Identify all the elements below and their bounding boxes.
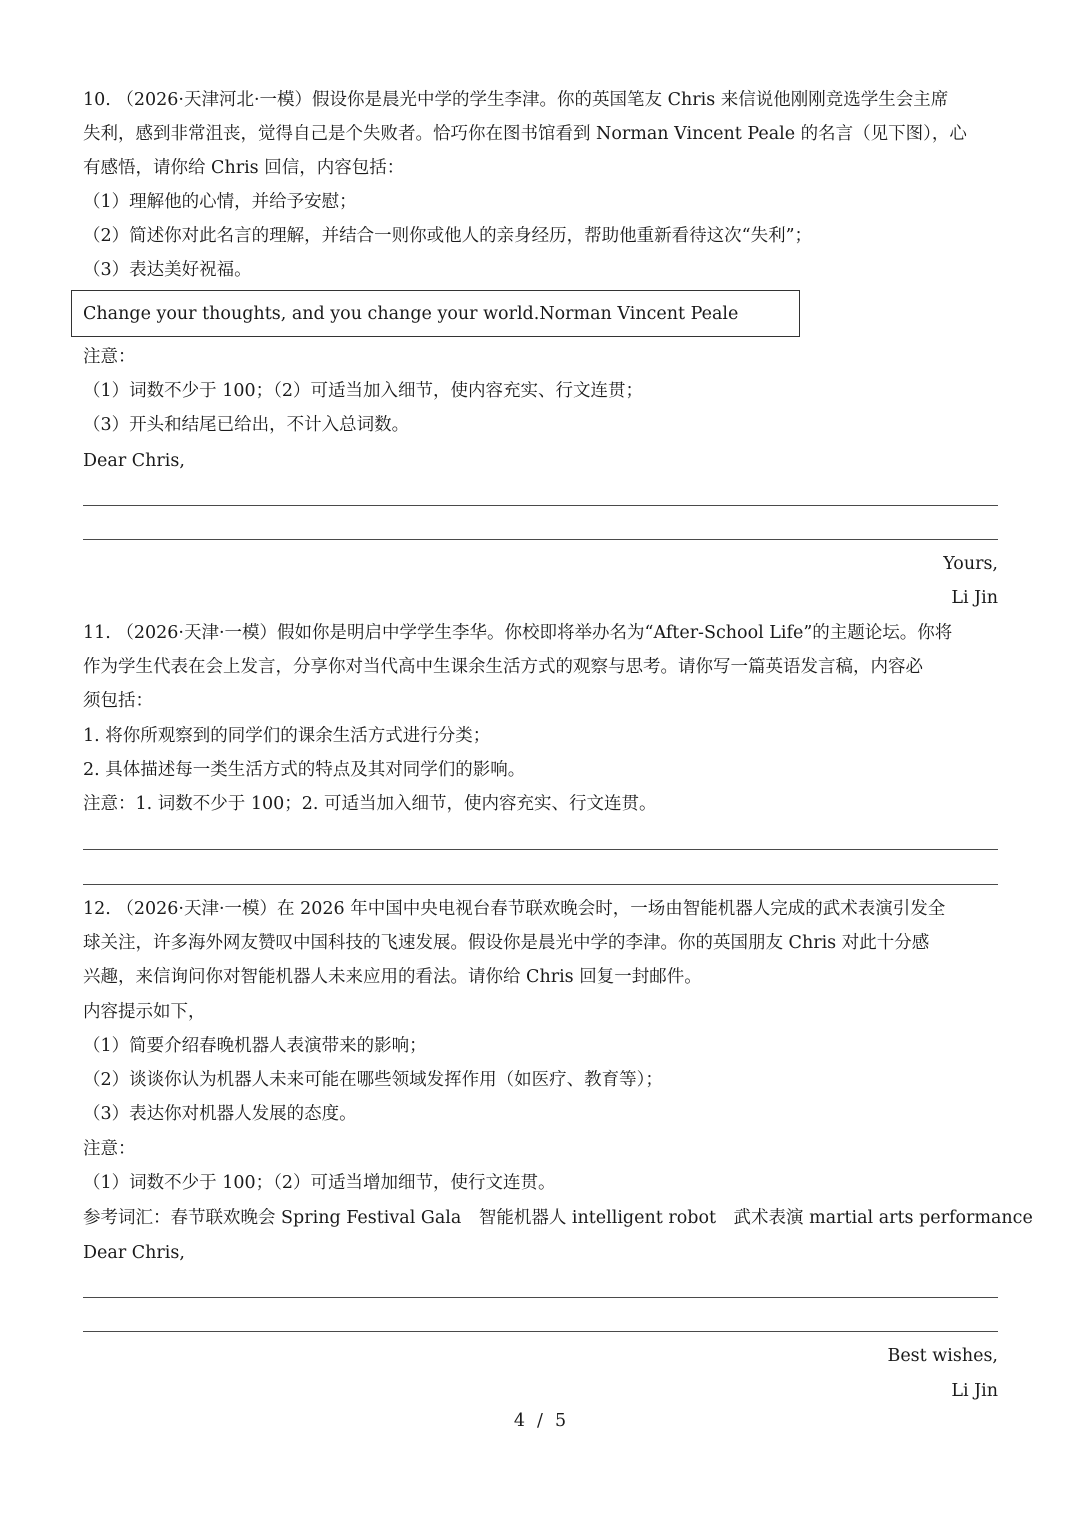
page-number [0, 1404, 1080, 1438]
q12-hint-2: （2）谈谈你认为机器人未来可能在哪些领域发挥作用（如医疗、教育等）； [83, 1070, 663, 1090]
total-pages: 5 [554, 1411, 567, 1431]
q12-prompt-line-3: 兴趣，来信询问你对智能机器人未来应用的看法。请你给 Chris 回复一封邮件。 [83, 967, 702, 987]
quote-text: Change your thoughts, and you change your world.Norman Vincent Peale [83, 304, 739, 324]
q10-signature: Li Jin [951, 588, 998, 608]
q11-answer-line-2[interactable] [83, 884, 998, 885]
q10-answer-line-1[interactable] [83, 505, 998, 506]
q10-note-1: （1）词数不少于 100；（2）可适当加入细节，使内容充实、行文连贯； [83, 381, 643, 401]
q12-hint-3: （3）表达你对机器人发展的态度。 [83, 1104, 357, 1124]
quote-box [71, 290, 800, 337]
q11-prompt-line-1: 11. （2026·天津·一模）假如你是明启中学学生李华。你校即将举办名为“After-School Life”的主题论坛。你将 [83, 623, 953, 643]
q10-note-2: （3）开头和结尾已给出，不计入总词数。 [83, 415, 410, 435]
q12-reference-vocab: 参考词汇：春节联欢晚会 Spring Festival Gala 智能机器人 intelligent robot 武术表演 martial arts performance [83, 1208, 1033, 1228]
q12-closing: Best wishes, [887, 1346, 998, 1366]
q10-notes-heading: 注意： [83, 347, 136, 367]
page-separator: / [537, 1411, 543, 1431]
q12-prompt-line-1: 12. （2026·天津·一模）在 2026 年中国中央电视台春节联欢晚会时，一场由智能机器人完成的武术表演引发全 [83, 899, 946, 919]
q11-prompt-line-3: 须包括： [83, 691, 153, 711]
q10-requirement-3: （3）表达美好祝福。 [83, 260, 252, 280]
q10-requirement-1: （1）理解他的心情，并给予安慰； [83, 192, 357, 212]
q10-prompt-line-3: 有感悟，请你给 Chris 回信，内容包括： [83, 158, 405, 178]
q12-answer-line-2[interactable] [83, 1331, 998, 1332]
q11-requirement-1: 1. 将你所观察到的同学们的课余生活方式进行分类； [83, 726, 491, 746]
q12-greeting: Dear Chris, [83, 1243, 185, 1263]
q12-hints-heading: 内容提示如下， [83, 1002, 206, 1022]
q12-signature: Li Jin [951, 1381, 998, 1401]
q11-prompt-line-2: 作为学生代表在会上发言，分享你对当代高中生课余生活方式的观察与思考。请你写一篇英语发言稿，内容必 [83, 657, 923, 677]
q12-answer-line-1[interactable] [83, 1297, 998, 1298]
q10-closing: Yours, [943, 554, 998, 574]
q10-greeting: Dear Chris, [83, 451, 185, 471]
q12-note-1: （1）词数不少于 100；（2）可适当增加细节，使行文连贯。 [83, 1173, 556, 1193]
q12-hint-1: （1）简要介绍春晚机器人表演带来的影响； [83, 1036, 427, 1056]
q11-answer-line-1[interactable] [83, 849, 998, 850]
q12-prompt-line-2: 球关注，许多海外网友赞叹中国科技的飞速发展。假设你是晨光中学的李津。你的英国朋友 Chris 对此十分感 [83, 933, 930, 953]
q11-notes: 注意：1. 词数不少于 100；2. 可适当加入细节，使内容充实、行文连贯。 [83, 794, 657, 814]
q10-prompt-line-2: 失利，感到非常沮丧，觉得自己是个失败者。恰巧你在图书馆看到 Norman Vincent Peale 的名言（见下图），心 [83, 124, 967, 144]
q12-notes-heading: 注意： [83, 1139, 136, 1159]
q10-prompt-line-1: 10. （2026·天津河北·一模）假设你是晨光中学的学生李津。你的英国笔友 Chris 来信说他刚刚竞选学生会主席 [83, 90, 949, 110]
q10-answer-line-2[interactable] [83, 539, 998, 540]
current-page: 4 [513, 1411, 526, 1431]
q10-requirement-2: （2）简述你对此名言的理解，并结合一则你或他人的亲身经历，帮助他重新看待这次“失利”； [83, 226, 813, 246]
q11-requirement-2: 2. 具体描述每一类生活方式的特点及其对同学们的影响。 [83, 760, 526, 780]
